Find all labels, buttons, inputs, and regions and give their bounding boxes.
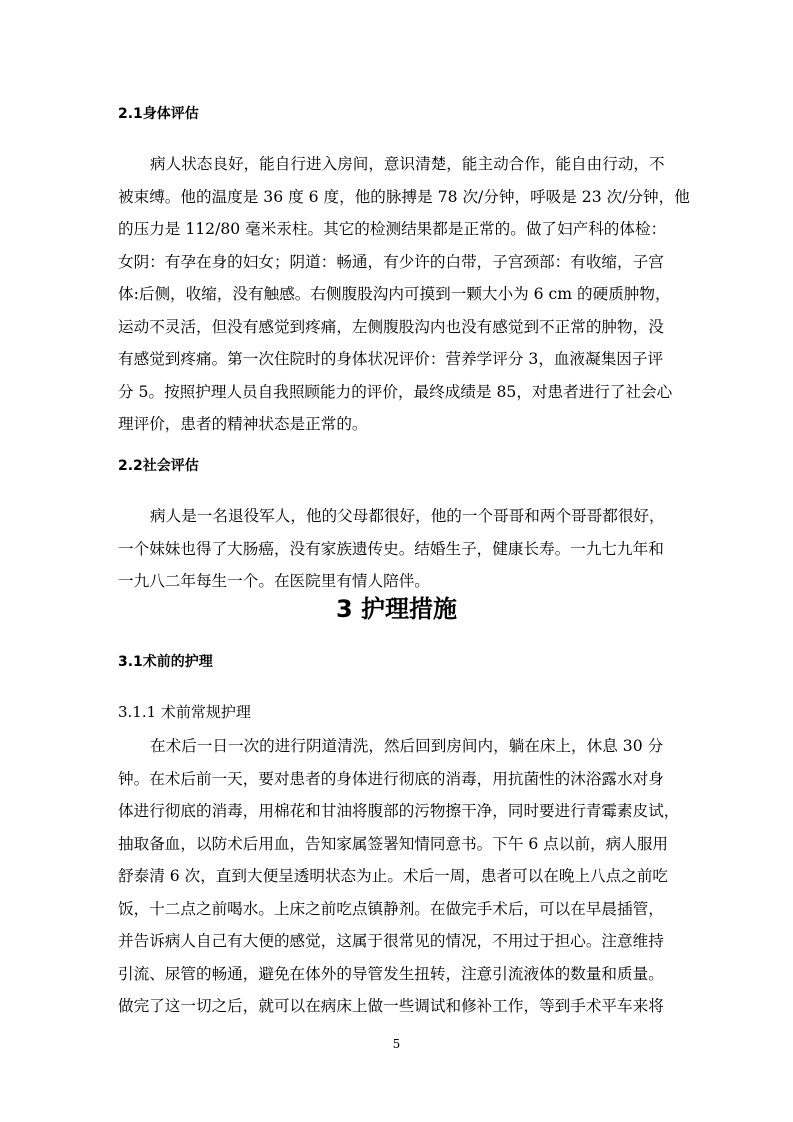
paragraph-line: 一九八二年每生一个。在医院里有情人陪伴。	[118, 572, 430, 590]
section-heading-2-1: 2.1身体评估	[118, 106, 199, 122]
paragraph-line: 钟。在术后前一天，要对患者的身体进行彻底的消毒，用抗菌性的沐浴露水对身	[118, 769, 664, 788]
paragraph-line: 引流、尿管的畅通，避免在体外的导管发生扭转，注意引流液体的数量和质量。	[118, 964, 664, 983]
paragraph-line: 做完了这一切之后，就可以在病床上做一些调试和修补工作，等到手术平车来将	[118, 997, 664, 1015]
paragraph-line: 抽取备血，以防术后用血，告知家属签署知情同意书。下午 6 点以前，病人服用	[118, 834, 669, 853]
paragraph-line: 体:后侧，收缩，没有触感。右侧腹股沟内可摸到一颗大小为 6 cm 的硬质肿物，	[118, 285, 671, 303]
page-number: 5	[392, 1037, 401, 1051]
paragraph-line: 体进行彻底的消毒，用棉花和甘油将腹部的污物擦干净，同时要进行青霉素皮试，	[118, 802, 680, 820]
paragraph-line: 病人状态良好，能自行进入房间，意识清楚，能主动合作，能自由行动，不	[150, 155, 665, 173]
paragraph-line: 并告诉病人自己有大便的感觉，这属于很常见的情况，不用过于担心。注意维持	[118, 932, 664, 950]
chapter-heading-3: 3 护理措施	[335, 595, 458, 623]
section-heading-2-2: 2.2社会评估	[118, 458, 199, 474]
paragraph-line: 被束缚。他的温度是 36 度 6 度，他的脉搏是 78 次/分钟，呼吸是 23 次/分钟，他	[118, 187, 690, 206]
paragraph-preop-care	[118, 730, 678, 1023]
paragraph-line: 饭，十二点之前喝水。上床之前吃点镇静剂。在做完手术后，可以在早晨插管，	[118, 899, 664, 918]
paragraph-body-assessment	[118, 148, 690, 441]
paragraph-line: 的压力是 112/80 毫米汞柱。其它的检测结果都是正常的。做了妇产科的体检：	[118, 220, 667, 238]
paragraph-line: 理评价，患者的精神状态是正常的。	[118, 415, 368, 433]
paragraph-line: 病人是一名退役军人，他的父母都很好，他的一个哥哥和两个哥哥都很好，	[150, 507, 665, 525]
paragraph-line: 一个妹妹也得了大肠癌，没有家族遗传史。结婚生子，健康长寿。一九七九年和	[118, 539, 664, 558]
section-heading-3-1: 3.1术前的护理	[118, 654, 213, 670]
paragraph-line: 有感觉到疼痛。第一次住院时的身体状况评价：营养学评分 3，血液凝集因子评	[118, 350, 664, 368]
paragraph-social-assessment	[118, 500, 678, 598]
paragraph-line: 分 5。按照护理人员自我照顾能力的评价，最终成绩是 85，对患者进行了社会心	[118, 382, 673, 401]
paragraph-line: 舒泰清 6 次，直到大便呈透明状态为止。术后一周，患者可以在晚上八点之前吃	[118, 867, 669, 885]
subsection-heading-3-1-1: 3.1.1 术前常规护理	[118, 703, 251, 721]
paragraph-line: 运动不灵活，但没有感觉到疼痛，左侧腹股沟内也没有感觉到不正常的肿物，没	[118, 317, 664, 336]
paragraph-line: 在术后一日一次的进行阴道清洗，然后回到房间内，躺在床上，休息 30 分	[150, 737, 664, 755]
paragraph-line: 女阴：有孕在身的妇女；阴道：畅通，有少许的白带，子宫颈部：有收缩，子宫	[118, 252, 664, 271]
